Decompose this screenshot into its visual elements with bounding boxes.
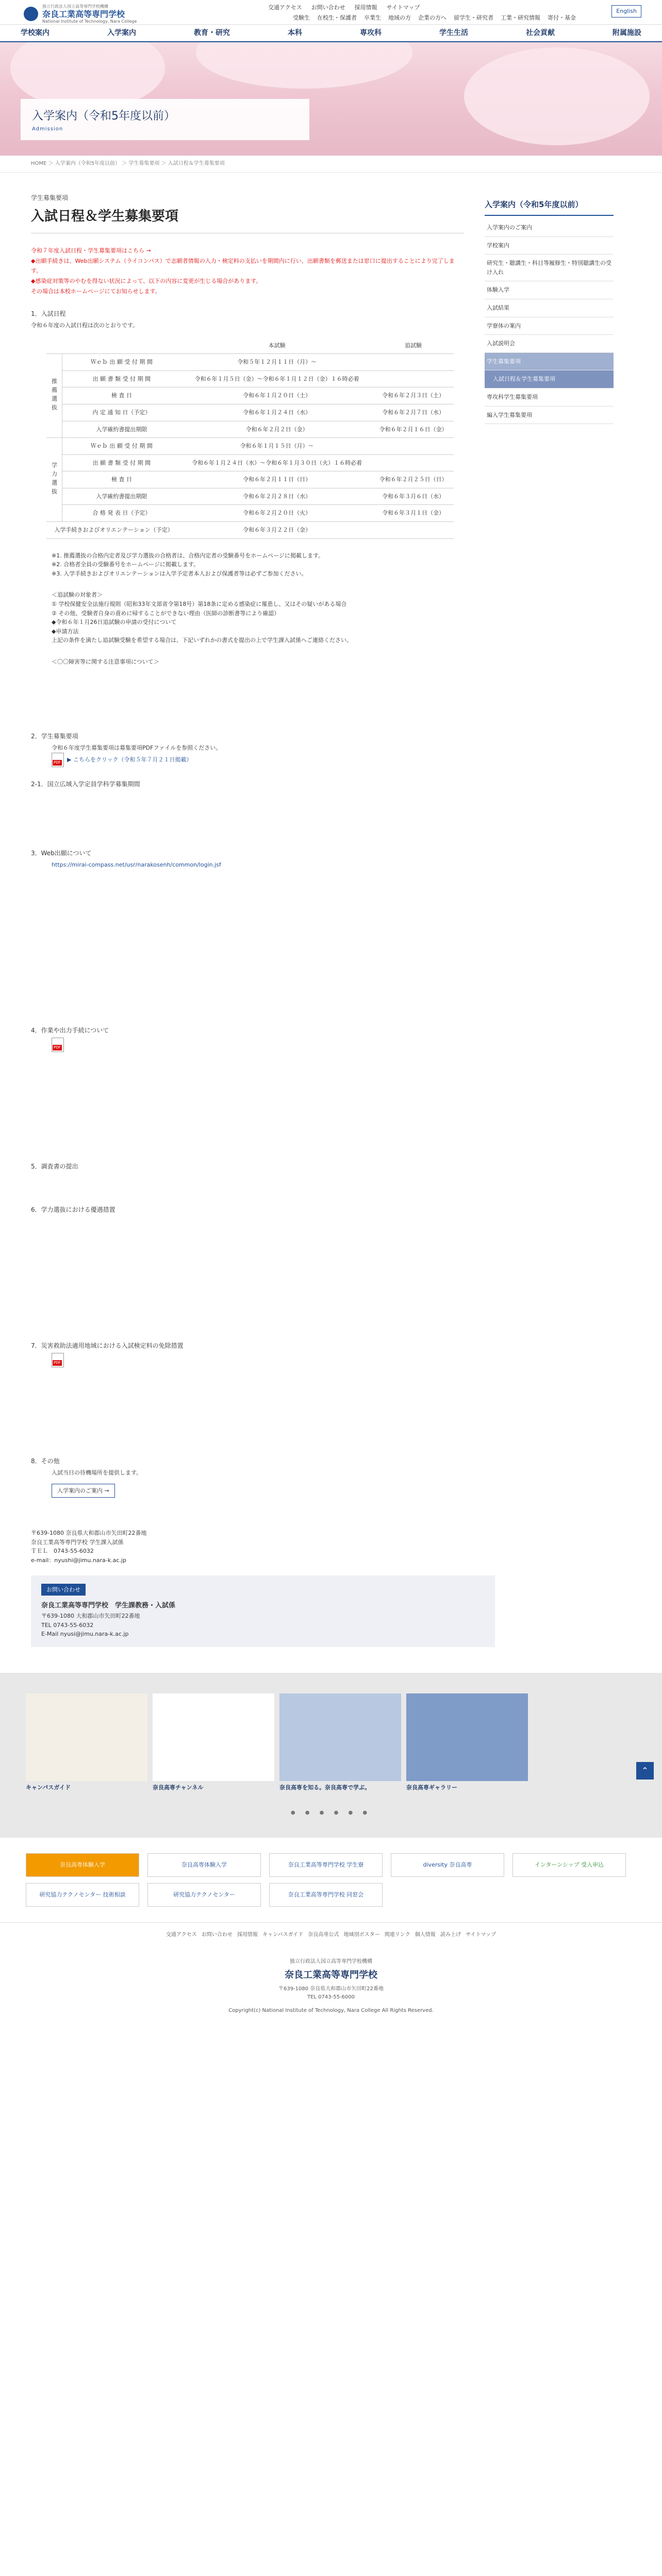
section-heading: 2．学生募集要項 [31,733,78,740]
sidebar-item[interactable]: 研究生・聴講生・科目等履修生・特別聴講生の受け入れ [485,255,614,281]
sidebar-item[interactable]: 体験入学 [485,281,614,299]
footer-copyright: Copyright(c) National Institute of Technology, Nara College All Rights Reserved. [228,2007,434,2013]
carousel-card[interactable] [26,1693,147,1791]
page-kicker: 学生募集要項 [31,194,69,201]
note-item: ※2. 合格者全員の受験番号をホームページに掲載します。 [52,561,200,568]
language-english-button[interactable]: English [611,5,641,18]
audience-link[interactable]: 卒業生 [364,14,381,21]
col-header: 追試験 [373,337,454,354]
banner-link[interactable]: 研究協力テクノセンター [147,1883,261,1907]
sidebar-item-current[interactable]: 入試日程＆学生募集要項 [485,370,614,388]
row-label: 入学確約書提出期限 [62,488,181,505]
schedule-table [46,337,454,539]
footer-link[interactable]: 関連リンク [384,1931,410,1938]
audience-link[interactable]: 受験生 [293,14,310,21]
sidebar [485,193,614,1498]
feature-carousel [0,1673,662,1838]
hero-title: 入学案内（令和5年度以前） [32,110,175,123]
card-caption: 奈良高専チャンネル [153,1784,204,1791]
audience-link[interactable]: 留学生・研究者 [454,14,493,21]
audience-link[interactable]: 地域の方 [388,14,411,21]
gnav-item[interactable]: 専攻科 [360,28,382,37]
cell: 令和６年１月２４日（水） [181,404,373,421]
logo-name: 奈良工業高等専門学校 [42,9,125,19]
logo-emblem-icon [24,7,38,21]
sidebar-item[interactable]: 学寮体の案内 [485,317,614,335]
cell [373,454,454,471]
util-contact-link[interactable]: お問い合わせ [311,4,345,11]
footer-link[interactable]: 読み上げ [440,1931,461,1938]
footer-link[interactable]: お問い合わせ [201,1931,233,1938]
row-label: 合 格 発 表 日（予定） [62,505,181,522]
web-application-link[interactable]: https://mirai-compass.net/usr/narakosenh/common/login.jsf [52,861,221,868]
site-footer [0,1947,662,2030]
card-caption: 奈良高専ギャラリー [406,1784,457,1791]
row-label: 内 定 通 知 日（予定） [62,404,181,421]
cell: 令和６年２月２８日（水） [181,488,373,505]
sidebar-title: 入学案内（令和5年度以前） [485,198,614,216]
section-heading: 4．作業や出力手続について [31,1026,109,1034]
section-heading: 3．Web出願について [31,849,92,857]
row-label: 出 願 書 類 受 付 期 間 [62,454,181,471]
utility-nav [268,3,420,12]
contact-box-tel: TEL 0743-55-6032 [41,1621,94,1629]
pdf-icon [52,753,64,767]
group-label: 推薦選抜 [46,354,62,438]
banner-link[interactable]: 奈良高専体験入学 [147,1853,261,1877]
footer-nav [0,1922,662,1947]
note-item: 上記の条件を満たし追試験受験を希望する場合は、下記いずれかの書式を提出の上で学生課入試係へご連絡ください。 [52,637,352,644]
row-label: 入学確約書提出期限 [62,421,181,438]
group-label: 学力選抜 [46,438,62,522]
sidebar-item[interactable]: 入学案内のご案内 [485,219,614,237]
footer-tel: TEL 0743-55-6000 [307,1994,355,2000]
hero-banner [0,42,662,156]
cell [373,370,454,387]
sidebar-item[interactable]: 専攻科学生募集要項 [485,388,614,406]
section-text: 令和６年度学生募集要項は募集要項PDFファイルを参照ください。 [52,744,222,752]
footer-name: 奈良工業高等専門学校 [285,1969,377,1980]
hero-title-box [21,99,309,140]
section-heading: 1．入試日程 [31,310,66,317]
sidebar-item-active-parent[interactable]: 学生募集要項 [485,353,614,371]
contact-dept: 奈良工業高等専門学校 学生課入試係 [31,1538,124,1546]
audience-link[interactable]: 在校生・保護者 [317,14,357,21]
carousel-dots[interactable]: ● ● ● ● ● ● [290,1809,372,1816]
gnav-item[interactable]: 社会貢献 [526,28,555,37]
section-heading: 7．災害救助法適用地域における入試検定料の免除措置 [31,1342,184,1349]
contact-box-label: お問い合わせ [41,1584,86,1596]
sidebar-item[interactable]: 入試説明会 [485,335,614,353]
footer-link[interactable]: 個人情報 [415,1931,436,1938]
arrow-up-icon: ⌃ [641,1766,649,1775]
util-sitemap-link[interactable]: サイトマップ [386,4,420,11]
row-label: Ｗｅｂ 出 願 受 付 期 間 [62,438,181,455]
cell: 令和６年２月７日（水） [373,404,454,421]
gnav-item[interactable]: 入学案内 [107,28,136,37]
cell: 令和６年２月２０日（火） [181,505,373,522]
contact-box-name: 奈良工業高等専門学校 学生課教務・入試係 [41,1602,176,1610]
section-heading: 8．その他 [31,1457,60,1465]
cell: 令和６年２月２５日（日） [373,471,454,488]
pdf-icon [52,1038,64,1052]
row-label: 入学手続きおよびオリエンテーション（予定） [46,522,181,539]
note-item: ① 学校保健安全法施行規則（昭和33年文部省令第18号）第18条に定める感染症に罹患し、又はその疑いがある場合 [52,601,347,608]
cell [373,522,454,539]
cell: 令和６年１月５日（金）～令和６年１月１２日（金）１６時必着 [181,370,373,387]
contact-box-address: 〒639-1080 大和郡山市矢田町22番地 [41,1612,140,1619]
banner-links [0,1838,662,1922]
note-item: ※1. 推薦選抜の合格内定者及び学力選抜の合格者は、合格内定者の受験番号をホームページに掲載します。 [52,552,324,559]
cell: 令和６年１月１５日（月）～ [181,438,373,455]
contact-mail[interactable]: e-mail：nyushi@jimu.nara-k.ac.jp [31,1556,126,1564]
back-to-top-button[interactable] [636,1762,654,1780]
site-header [0,0,662,25]
row-label: 検 査 日 [62,471,181,488]
web-application-notice: ◆出願手続きは、Web出願システム（ライコンパス）で志願者情報の入力・検定料の支払いを期間内に行い、出願書類を郵送または窓口に提出することにより完了します。 [31,257,455,275]
footer-link[interactable]: 交通アクセス [166,1931,197,1938]
row-label: Ｗｅｂ 出 願 受 付 期 間 [62,354,181,371]
carousel-card[interactable] [153,1693,274,1791]
cell: 令和６年２月２日（金） [181,421,373,438]
change-notice: ◆感染症対策等のやむを得ない状況によって、以下の内容に変更が生じる場合があります。 [31,278,262,285]
cell: 令和６年２月３日（土） [373,387,454,404]
main-content [31,193,464,1498]
r7-notice-link[interactable]: 令和７年度入試日程・学生募集要項はこちら → [31,247,151,254]
util-access-link[interactable]: 交通アクセス [268,4,302,11]
banner-link[interactable]: 奈良高専体験入学 [26,1853,139,1877]
section-heading: 5．調査書の提出 [31,1162,78,1170]
note-item: ※3. 入学手続きおよびオリエンテーションは入学予定者本人および保護者等は必ずご参加ください。 [52,570,307,577]
banner-link[interactable]: 奈良工業高等専門学校 学生寮 [269,1853,383,1877]
banner-link[interactable]: インターンシップ 受入申込 [512,1853,626,1877]
cell [373,354,454,371]
subheading: ＜〇〇障害等に関する注意事項について＞ [52,658,159,666]
cell: 令和６年２月１６日（金） [373,421,454,438]
cell: 令和６年１月２４日（水）～令和６年１月３０日（火）１６時必着 [181,454,373,471]
sidebar-item[interactable]: 入試結果 [485,299,614,317]
banner-link[interactable]: 奈良工業高等専門学校 同窓会 [269,1883,383,1907]
cell: 令和６年１月２０日（土） [181,387,373,404]
gnav-item[interactable]: 附属施設 [613,28,641,37]
footer-address: 〒639-1080 奈良県大和郡山市矢田町22番地 [278,1986,384,1992]
contact-address: 〒639-1080 奈良県大和郡山市矢田町22番地 [31,1530,147,1537]
footer-link[interactable]: サイトマップ [466,1931,496,1938]
carousel-card[interactable] [279,1693,401,1791]
note-item: ◆申請方法 [52,628,79,635]
note-item: ② その他、受験者自身の責めに帰することができない理由（医師の診断書等により確認） [52,609,280,617]
section-heading: 2-1．国立広域入学定員学科学募集期間 [31,780,140,788]
cell: 令和６年３月２２日（金） [181,522,373,539]
cell: 令和６年３月１日（金） [373,505,454,522]
page-title: 入試日程＆学生募集要項 [31,206,464,233]
banner-link[interactable]: diversity 奈良高専 [391,1853,504,1877]
audience-nav [293,13,576,23]
audience-link[interactable]: 工業・研究情報 [501,14,540,21]
gnav-item[interactable]: 学生生活 [439,28,468,37]
breadcrumb[interactable]: HOME ＞ 入学案内（令和5年度以前） ＞ 学生募集要項 ＞ 入試日程＆学生募集要項 [0,156,662,173]
card-caption: 奈良高専を知る。奈良高専で学ぶ。 [279,1784,371,1791]
col-header: 本試験 [181,337,373,354]
cell: 令和６年３月６日（水） [373,488,454,505]
footer-link[interactable]: 採用情報 [237,1931,258,1938]
contact-section [31,1529,464,1647]
note-item: ◆令和６年１月26日追試験の申請の受付について [52,619,177,626]
sidebar-item[interactable]: 学校案内 [485,237,614,255]
banner-link[interactable]: 研究協力テクノセンター 技術相談 [26,1883,139,1907]
cell: 令和５年１２月１１日（月）～ [181,354,373,371]
util-recruit-link[interactable]: 採用情報 [354,4,377,11]
pdf-icon [52,1353,64,1367]
audience-link[interactable]: 企業の方へ [418,14,446,21]
contact-box-mail[interactable]: E-Mail nyusi@jimu.nara-k.ac.jp [41,1631,129,1638]
cell [373,438,454,455]
gnav-item[interactable]: 本科 [288,28,302,37]
change-notice-2: その場合は本校ホームページにてお知らせします。 [31,287,161,295]
section-text: 入試当日の待機場所を提供します。 [52,1469,142,1476]
section-text: 令和６年度の入試日程は次のとおりです。 [31,321,139,329]
row-label: 出 願 書 類 受 付 期 間 [62,370,181,387]
footer-link[interactable]: 地域別ポスター [343,1931,380,1938]
admission-guide-button[interactable]: 入学案内のご案内 → [52,1484,115,1498]
gnav-item[interactable]: 教育・研究 [194,28,230,37]
footer-link[interactable]: キャンパスガイド [262,1931,304,1938]
cell: 令和６年２月１１日（日） [181,471,373,488]
subheading: ＜追試験の対象者＞ [52,591,103,599]
recruitment-pdf-link[interactable]: ▶ こちらをクリック（令和５年７月２１日掲載） [67,756,192,763]
contact-tel: ＴＥＬ 0743-55-6032 [31,1548,94,1555]
section-heading: 6．学力選抜における優遇措置 [31,1206,115,1213]
audience-link[interactable]: 寄付・基金 [548,14,576,21]
logo-en: National Institute of Technology, Nara College [42,19,137,24]
footer-org: 独立行政法人国立高等専門学校機構 [290,1958,372,1964]
site-logo[interactable] [24,4,137,24]
gnav-item[interactable]: 学校案内 [21,28,49,37]
card-caption: キャンパスガイド [26,1784,71,1791]
carousel-card[interactable] [406,1693,528,1791]
sidebar-item[interactable]: 編入学生募集要項 [485,406,614,425]
row-label: 検 査 日 [62,387,181,404]
logo-org: 独立行政法人国立高等専門学校機構 [42,4,108,9]
global-nav [0,25,662,42]
contact-box [31,1575,495,1647]
hero-subtitle: Admission [32,126,63,132]
footer-link[interactable]: 奈良高専公式 [308,1931,339,1938]
